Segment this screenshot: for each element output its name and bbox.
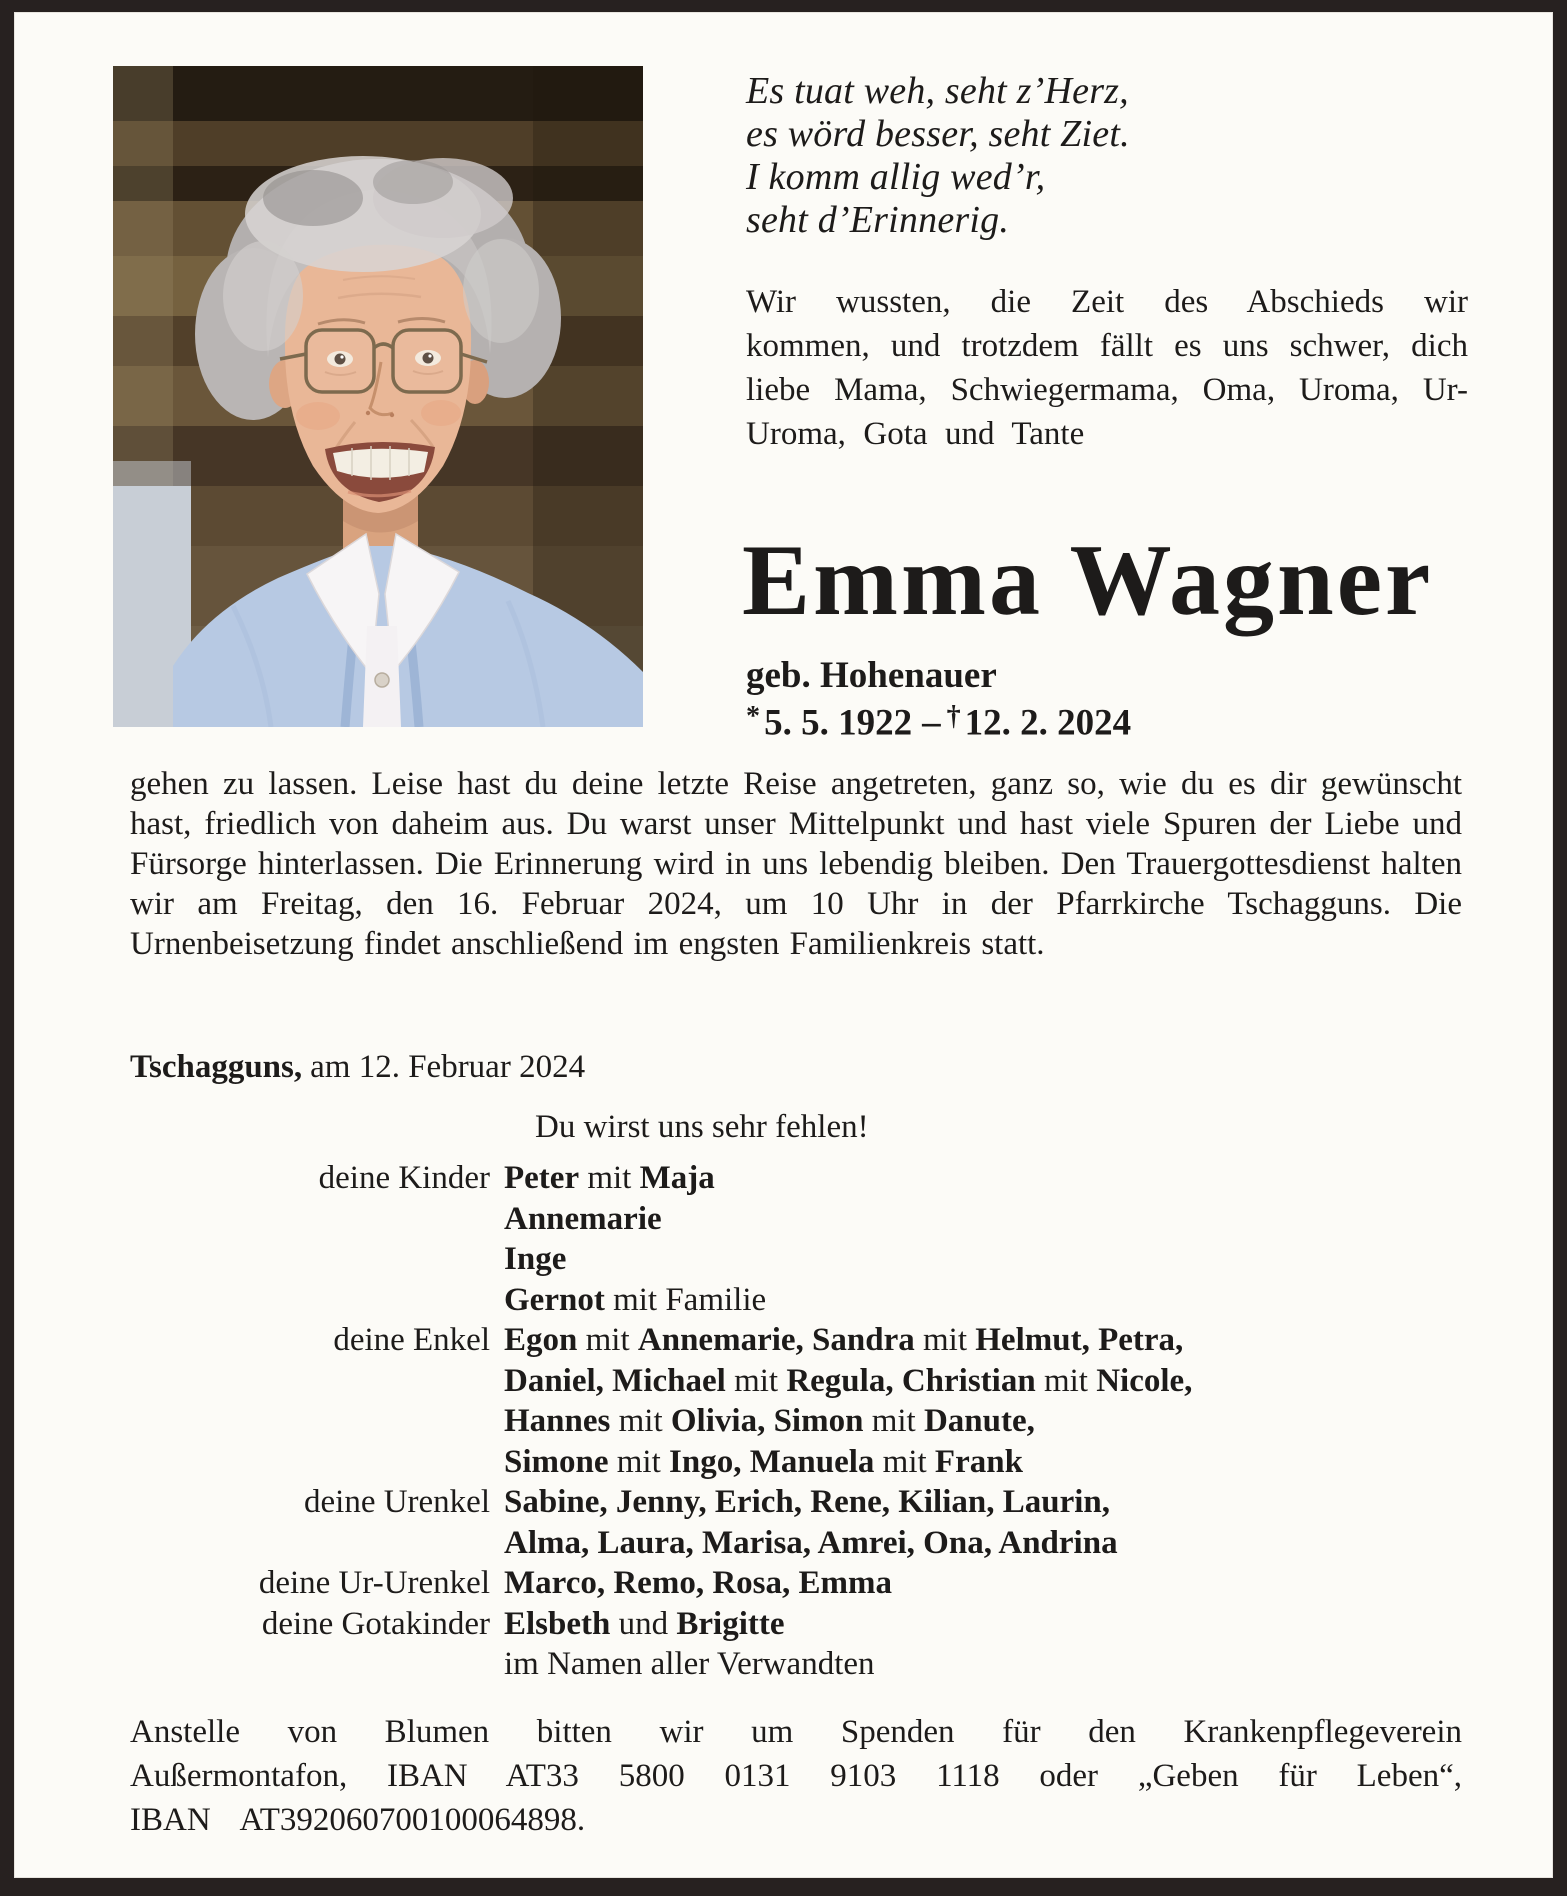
birth-date: 5. 5. 1922: [764, 702, 913, 744]
family-names-line: Alma, Laura, Marisa, Amrei, Ona, Andrina: [504, 1524, 1118, 1561]
family-row: [130, 1361, 1470, 1402]
family-row: [130, 1644, 1470, 1685]
birth-symbol: *: [746, 701, 761, 732]
family-row: [130, 1158, 1470, 1199]
poem-line: es wörd besser, seht Ziet.: [746, 113, 1130, 155]
donation-paragraph: Anstelle von Blumen bitten wir um Spenden für den Krankenpflegeverein Außermontafon, IBAN AT33 5800 0131 9103 1118 oder „Geben für Leben“, IBAN AT392060700100064898.: [130, 1714, 1462, 1838]
poem-line: Es tuat weh, seht z’Herz,: [746, 70, 1129, 112]
family-row: [130, 1401, 1470, 1442]
family-names-line: Daniel, Michael mit Regula, Christian mit Nicole,: [504, 1362, 1193, 1399]
family-relation-label: [130, 1239, 504, 1280]
family-names-line: Gernot mit Familie: [504, 1281, 767, 1318]
poem-line: seht d’Erinnerig.: [746, 199, 1010, 241]
family-row: [130, 1523, 1470, 1564]
family-names-line: Simone mit Ingo, Manuela mit Frank: [504, 1443, 1023, 1480]
place-date-rest: am 12. Februar 2024: [310, 1049, 586, 1085]
family-relation-label: deine Gotakinder: [261, 1605, 490, 1642]
family-relation-label: deine Enkel: [333, 1322, 490, 1358]
poem: [746, 70, 1476, 242]
family-relation-label: [130, 1401, 504, 1442]
family-names-line: Sabine, Jenny, Erich, Rene, Kilian, Laurin,: [504, 1484, 1111, 1520]
poem-line: I komm allig wed’r,: [746, 156, 1046, 198]
maiden-name: geb. Hohenauer: [746, 655, 997, 696]
family-row: [130, 1563, 1470, 1604]
family-row: [130, 1239, 1470, 1280]
life-dates: [746, 702, 1131, 744]
family-row: [130, 1482, 1470, 1523]
family-row: [130, 1199, 1470, 1240]
family-relation-label: [130, 1280, 504, 1321]
portrait-illustration: [113, 66, 643, 727]
family-relation-label: [130, 1442, 504, 1483]
family-relation-label: [130, 1361, 504, 1402]
family-row: [130, 1320, 1470, 1361]
place-name: Tschagguns,: [130, 1049, 303, 1085]
place-date-line: [130, 1048, 585, 1088]
family-names-line: Inge: [504, 1241, 567, 1277]
death-date: 12. 2. 2024: [964, 702, 1132, 744]
intro-paragraph: Wir wussten, die Zeit des Abschieds wir kommen, und trotzdem fällt es uns schwer, dich liebe Mama, Schwiegermama, Oma, Uroma, Ur-Uroma, Gota und Tante: [746, 284, 1468, 452]
family-names-line: Annemarie: [504, 1200, 662, 1237]
family-names-line: im Namen aller Verwandten: [504, 1646, 875, 1682]
family-names-line: Peter mit Maja: [504, 1160, 715, 1196]
family-row: [130, 1442, 1470, 1483]
family-relation-label: deine Urenkel: [304, 1484, 490, 1520]
family-relation-label: [130, 1199, 504, 1240]
death-symbol: †: [946, 701, 961, 732]
family-row: [130, 1604, 1470, 1645]
family-row: [130, 1280, 1470, 1321]
portrait-photo: [113, 66, 643, 727]
dates-separator: –: [922, 702, 941, 744]
family-relation-label: [130, 1644, 504, 1685]
family-relation-label: deine Ur-Urenkel: [258, 1565, 490, 1601]
family-names-line: Elsbeth und Brigitte: [504, 1605, 785, 1642]
farewell-line: Du wirst uns sehr fehlen!: [535, 1109, 869, 1145]
family-names-line: Marco, Remo, Rosa, Emma: [504, 1565, 892, 1601]
family-names-line: Hannes mit Olivia, Simon mit Danute,: [504, 1403, 1035, 1439]
deceased-name: Emma Wagner: [742, 524, 1434, 637]
paper: [14, 12, 1553, 1878]
body-paragraph: gehen zu lassen. Leise hast du deine letzte Reise angetreten, ganz so, wie du es dir gewünscht hast, friedlich von daheim aus. Du warst unser Mittelpunkt und hast viele Spuren der Liebe und Fürsorge hinterlassen. Die Erinnerung wird in uns lebendig bleiben. Den Trauergottesdienst halten wir am Freitag, den 16. Februar 2024, um 10 Uhr in der Pfarrkirche Tschagguns. Die Urnenbeisetzung findet anschließend im engsten Familienkreis statt.: [130, 766, 1462, 962]
family-names-line: Egon mit Annemarie, Sandra mit Helmut, Petra,: [504, 1322, 1184, 1358]
family-list: [130, 1158, 1470, 1685]
family-relation-label: deine Kinder: [318, 1160, 490, 1196]
family-relation-label: [130, 1523, 504, 1564]
